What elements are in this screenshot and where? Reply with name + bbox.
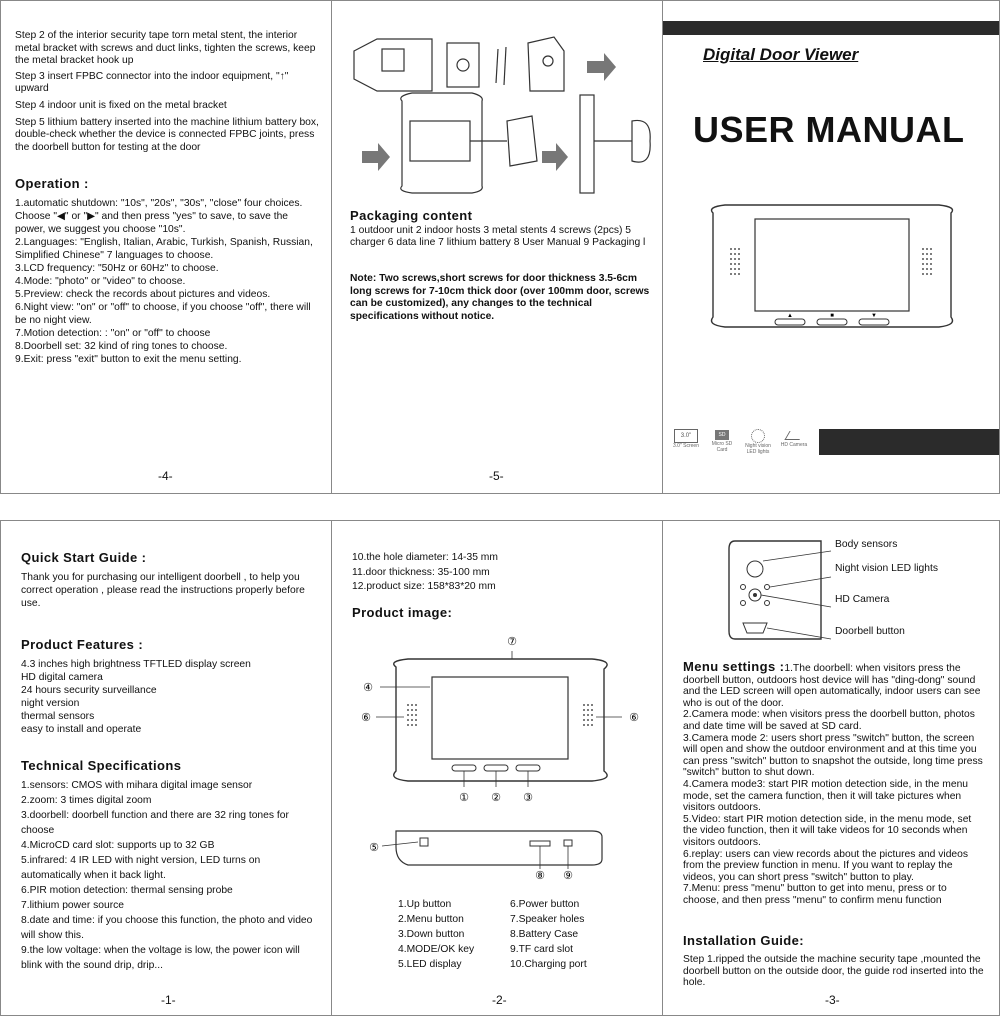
part-item: 6.Power button [510,899,580,910]
spec-item: 6.PIR motion detection: thermal sensing probe [21,885,233,896]
specs-continued [352,551,652,595]
callout-6-left: ⑥ [361,712,371,724]
menu-item: 1.The doorbell: when visitors press the doorbell button, outdoors host device will has "ding-dong" sound and the LED screen will open automatically, indoor users can see who is out of the door. [683,663,981,709]
product-image-diagram [352,631,652,881]
menu-item: 7.Menu: press "menu" button to get into menu, press or to choose, and then press "menu" to confirm menu function [683,883,947,906]
specs-heading: Technical Specifications [21,758,182,773]
feature-item: easy to install and operate [21,724,142,735]
night-vision-led [765,585,770,590]
feature-item: HD digital camera [21,672,103,683]
up-button [775,319,805,325]
page-number: -2- [492,993,507,1007]
doorbell-button [743,623,767,633]
packaging-content: 1 outdoor unit 2 indoor hosts 3 metal stents 4 screws (2pcs) 5 charger 6 data line 7 lithium battery 8 User Manual 9 Packaging l [350,225,646,248]
spec-item: 8.date and time: if you choose this function, the photo and video will show this. [21,915,313,941]
callout-1: ① [459,792,469,804]
callout-9: ⑨ [563,870,573,881]
quick-start-heading: Quick Start Guide : [21,550,147,565]
menu-item: 6.replay: users can view records about the pictures and videos from the preview function in menu. If you want to replay the videos, you can short press "switch" button to play. [683,848,969,883]
page-number: -3- [825,993,840,1007]
feature-item: 24 hours security surveillance [21,685,157,696]
spec-item: 12.product size: 158*83*20 mm [352,581,496,592]
page-number: -4- [158,469,173,483]
quick-start-text: Thank you for purchasing our intelligent doorbell , to help you correct operation , please read the instructions properly before use. [21,572,305,609]
installation-diagram [332,21,662,201]
part-item: 2.Menu button [398,914,464,925]
parts-list-left [398,897,510,972]
callout-7: ⑦ [507,636,517,648]
operation-item: 3.LCD frequency: "50Hz or 60Hz" to choose. [15,263,219,274]
installation-heading: Installation Guide: [683,933,804,948]
device-screen [755,219,909,311]
part-item: 1.Up button [398,899,452,910]
cover-title: Digital Door Viewer [703,45,859,64]
page-3-panel [662,520,1000,1016]
feature-item: 4.3 inches high brightness TFTLED display screen [21,659,251,670]
page-2-panel [331,520,663,1016]
feature-item: night version [21,698,80,709]
install-step-4: Step 4 indoor unit is fixed on the metal bracket [15,99,227,111]
feature-icons-row [671,429,809,455]
down-button [859,319,889,325]
outdoor-unit-diagram [723,535,833,655]
spec-item: 5.infrared: 4 IR LED with night version, LED turns on automatically when it back light. [21,855,261,881]
menu-item: 2.Camera mode: when visitors press the doorbell button, photos and date time will be saved at SD card. [683,709,975,732]
cover-top-bar [663,21,1000,35]
part-item: 3.Down button [398,929,465,940]
device-top-view [396,831,602,865]
part-item: 8.Battery Case [510,929,579,940]
page-5-panel [331,0,663,494]
led-display [432,677,568,759]
bracket-side [507,116,537,166]
cover-device-illustration [701,199,963,333]
battery-case [530,841,550,846]
callout-5: ⑤ [369,842,379,854]
menu-button [484,765,508,771]
outdoor-panel [410,121,470,161]
cover-panel [662,0,1000,494]
spec-item: 2.zoom: 3 times digital zoom [21,795,152,806]
sd-card-icon-label: Micro SD Card [711,441,733,453]
up-button [452,765,476,771]
parts-list-right [510,897,630,972]
spec-item: 4.MicroCD card slot: supports up to 32 GB [21,840,215,851]
callout-3: ③ [523,792,533,804]
feature-item: thermal sensors [21,711,95,722]
menu-button [817,319,847,325]
operation-list [15,197,320,366]
down-mark: ▼ [871,313,877,319]
part-item: 9.TF card slot [510,944,573,955]
operation-item: 9.Exit: press "exit" button to exit the menu setting. [15,354,242,365]
hd-camera-icon-glyph [784,431,804,440]
page-number: -1- [161,993,176,1007]
spec-item: 7.lithium power source [21,900,125,911]
outdoor-unit-body [729,541,821,639]
install-step-3: Step 3 insert FPBC connector into the indoor equipment, "↑" upward [15,70,289,95]
packaging-heading: Packaging content [350,208,473,223]
spec-item: 10.the hole diameter: 14-35 mm [352,552,498,563]
indoor-unit-side [580,95,594,193]
cover-bottom-bar [819,429,1000,455]
features-heading: Product Features : [21,637,144,652]
power-button [420,838,428,846]
screen-icon [671,429,701,455]
part-item: 10.Charging port [510,959,587,970]
menu-settings-heading: Menu settings : [683,659,785,674]
spec-item: 1.sensors: CMOS with mihara digital image sensor [21,780,253,791]
menu-item: 5.Video: start PIR motion detection side, in the menu mode, set the video function, then it will take videos for 10 seconds when visitors outdoors. [683,813,972,848]
menu-mark: ■ [830,313,834,319]
operation-item: 2.Languages: "English, Italian, Arabic, Turkish, Spanish, Russian, Simplified Chinese" 7 languages to choose. [15,237,313,261]
label-doorbell-button: Doorbell button [835,626,905,637]
label-hd-camera: HD Camera [835,594,890,605]
sd-card-icon [707,429,737,455]
up-mark: ▲ [787,313,793,319]
night-vision-led [741,585,746,590]
part-item: 4.MODE/OK key [398,944,475,955]
cover-user-manual: USER MANUAL [693,109,965,150]
callout-8: ⑧ [535,870,545,881]
metal-bracket [447,43,479,87]
hd-camera-icon-label: HD Camera [780,442,808,448]
label-night-vision: Night vision LED lights [835,563,939,574]
night-vision-icon [743,429,773,455]
tf-card-slot [564,840,572,846]
arrow-right-icon [587,53,616,81]
operation-item: 4.Mode: "photo" or "video" to choose. [15,276,186,287]
callout-6-right: ⑥ [629,712,639,724]
operation-item: 8.Doorbell set: 32 kind of ring tones to choose. [15,341,228,352]
operation-item: 7.Motion detection: : "on" or "off" to choose [15,328,211,339]
sd-card-icon-glyph: SD [715,430,729,440]
install-step-2: Step 2 of the interior security tape torn metal stent, the interior metal bracket with screws and duct links, tighten the screws, keep the metal bracket hook up [15,30,316,67]
callout-4: ④ [363,682,373,694]
spec-item: 9.the low voltage: when the voltage is low, the power icon will blink with the sound drip, drip... [21,945,300,971]
install-step-5: Step 5 lithium battery inserted into the machine lithium battery box, double-check whether the device is connected FPBC joints, press the doorbell button for testing at the door [15,116,319,153]
spec-item: 11.door thickness: 35-100 mm [352,566,490,578]
arrow-right-icon [542,143,568,171]
door-knob-side [632,120,650,162]
indoor-bracket [528,37,564,91]
part-item: 5.LED display [398,959,462,970]
operation-heading: Operation : [15,176,89,191]
page-number: -5- [489,469,504,483]
outdoor-unit-outline [354,39,432,91]
product-image-heading: Product image: [352,605,453,620]
night-vision-icon-glyph [751,429,765,443]
part-item: 7.Speaker holes [510,914,585,925]
menu-item: 4.Camera mode3: start PIR motion detection side, in the menu mode, set the camera function, then it will take pictures when visitors outdoors. [683,778,969,814]
arrow-right-icon [362,143,390,171]
night-vision-led [741,601,746,606]
night-vision-icon-label: Night vision LED lights [745,443,771,455]
page-1-panel [0,520,332,1016]
packaging-note: Note: Two screws,short screws for door thickness 3.5-6cm long screws for 7-10cm thick door (over 100mm door, screws can be customized), any changes to the technical specifications without notice. [350,273,650,322]
specs-list [21,778,323,973]
hd-camera-icon [779,429,809,455]
operation-item: 1.automatic shutdown: "10s", "20s", "30s", "close" four choices. Choose "◀" or "▶" and then press "yes" to save, to save the power, we suggest you choose "10s". [15,198,303,235]
operation-item: 6.Night view: "on" or "off" to choose, if you choose "off", there will be no night view. [15,302,311,326]
menu-item: 3.Camera mode 2: users short press "switch" button, the screen will open and show the outdoor environment and at this time you can press "switch" button to snapshot the outside, long time press "switch" button to shut down. [683,732,983,779]
install-steps [15,30,320,154]
callout-2: ② [491,792,501,804]
night-vision-led [765,601,770,606]
installation-text: Step 1.ripped the outside the machine security tape ,mounted the doorbell button on the outside door, the guide rod inserted into the hole. [683,954,984,989]
outdoor-unit-camera [382,49,404,71]
page-4-panel [0,0,332,494]
down-button [516,765,540,771]
label-body-sensors: Body sensors [835,539,898,550]
screen-icon-glyph: 3.0" [674,429,698,443]
menu-settings-section [683,661,985,906]
features-list [21,658,321,736]
screen-icon-label: 3.0" Screen [673,443,699,449]
operation-item: 5.Preview: check the records about pictures and videos. [15,289,271,300]
parts-list [398,897,638,972]
spec-item: 3.doorbell: doorbell function and there are 32 ring tones for choose [21,810,289,836]
body-sensor [747,561,763,577]
